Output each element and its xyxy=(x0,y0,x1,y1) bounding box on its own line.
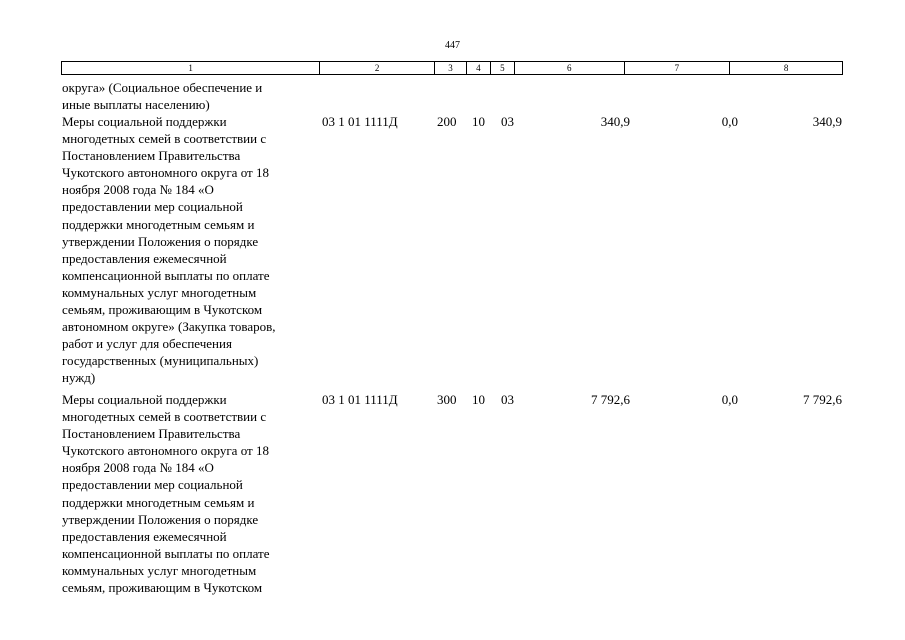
column-header-7: 7 xyxy=(625,62,731,74)
section-code: 10 xyxy=(472,392,485,407)
amount-col-6: 340,9 xyxy=(600,114,630,129)
page-number: 447 xyxy=(445,40,460,51)
row-description: Меры социальной поддержки многодетных семей в соответствии с Постановлением Правительства Чукотского автономного округа от 18 ноября 2008 года № 184 «О предоставлении мер социальной поддержки многодетным семьям и утверждении Положения о порядке предоставления ежемесячной компенсационной выплаты по оплате коммунальных услуг многодетным семьям, проживающим в Чукотском автономном округе» (Закупка товаров, работ и услуг для обеспечения государственных (муниципальных) нужд) xyxy=(62,114,276,386)
subsection-code: 03 xyxy=(501,392,514,407)
expense-type-code: 200 xyxy=(437,114,457,129)
section-code: 10 xyxy=(472,114,485,129)
column-header-6: 6 xyxy=(515,62,625,74)
column-header-4: 4 xyxy=(467,62,491,74)
column-header-3: 3 xyxy=(435,62,467,74)
amount-col-6: 7 792,6 xyxy=(591,392,630,407)
target-article-code: 03 1 01 1111Д xyxy=(322,114,398,129)
target-article-code: 03 1 01 1111Д xyxy=(322,392,398,407)
subsection-code: 03 xyxy=(501,114,514,129)
row-description: округа» (Социальное обеспечение и иные выплаты населению) xyxy=(62,80,263,113)
amount-col-7: 0,0 xyxy=(721,114,738,129)
expense-type-code: 300 xyxy=(437,392,457,407)
row-description: Меры социальной поддержки многодетных семей в соответствии с Постановлением Правительства Чукотского автономного округа от 18 ноября 2008 года № 184 «О предоставлении мер социальной поддержки многодетным семьям и утверждении Положения о порядке предоставления ежемесячной компенсационной выплаты по оплате коммунальных услуг многодетным семьям, проживающим в Чукотском xyxy=(62,392,270,596)
column-header-8: 8 xyxy=(783,63,789,73)
column-header-5: 5 xyxy=(491,62,515,74)
column-header-2: 2 xyxy=(320,62,435,74)
amount-col-7: 0,0 xyxy=(721,392,738,407)
column-header-1: 1 xyxy=(62,62,320,74)
column-number-header xyxy=(61,61,843,75)
amount-col-8: 7 792,6 xyxy=(803,392,842,407)
amount-col-8: 340,9 xyxy=(812,114,842,129)
